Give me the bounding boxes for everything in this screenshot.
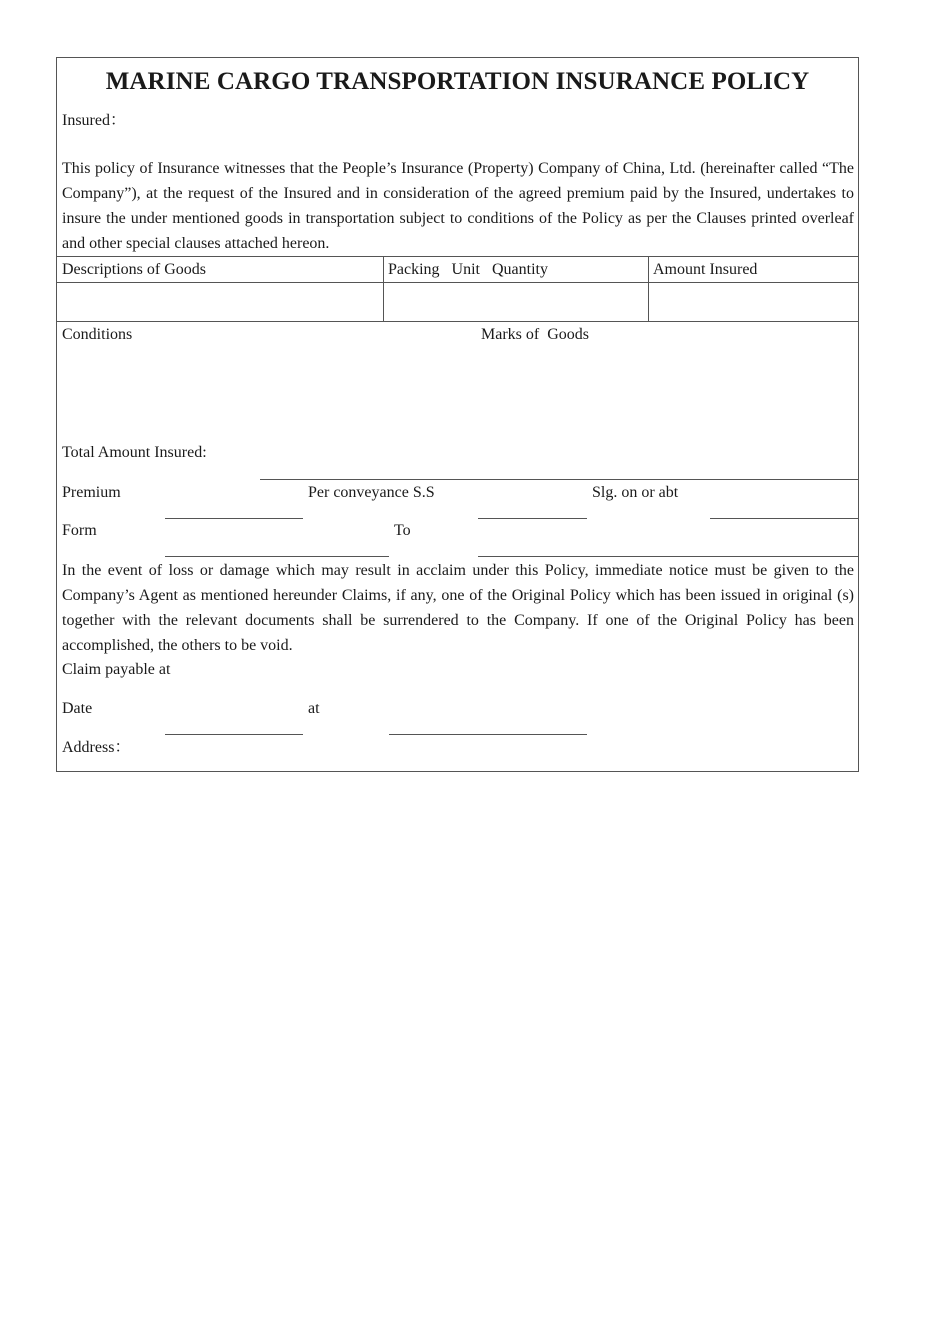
amount-insured-field[interactable]: [649, 283, 857, 320]
premium-line[interactable]: [165, 518, 303, 519]
insurance-policy-form: [56, 57, 859, 772]
date-line[interactable]: [165, 734, 303, 735]
table-top-border: [57, 256, 858, 257]
sailing-date-line[interactable]: [710, 518, 858, 519]
from-line[interactable]: [165, 556, 389, 557]
intro-paragraph: This policy of Insurance witnesses that the People’s Insurance (Property) Company of China, Ltd. (hereinafter called “The Company”), at the request of the Insured and in consideration of the agreed premium paid by the Insured, undertakes to insure the under mentioned goods in transportation subject to conditions of the Policy as per the Clauses printed overleaf and other special clauses attached hereon.: [62, 160, 854, 252]
table-bottom-border: [57, 321, 858, 322]
policy-title: MARINE CARGO TRANSPORTATION INSURANCE POLICY: [105, 68, 810, 95]
conveyance-line[interactable]: [478, 518, 587, 519]
sailing-date-label: Slg. on or abt: [592, 484, 679, 501]
location-line[interactable]: [389, 734, 587, 735]
premium-label: Premium: [62, 484, 121, 501]
per-conveyance-label: Per conveyance S.S: [308, 484, 435, 501]
packing-unit-quantity-field[interactable]: [384, 283, 647, 320]
claim-payable-at-label: Claim payable at: [62, 661, 171, 678]
date-label: Date: [62, 700, 93, 717]
marks-of-goods-label: Marks of Goods: [481, 326, 589, 343]
to-line[interactable]: [478, 556, 858, 557]
total-amount-insured-line[interactable]: [260, 479, 858, 480]
address-label: Address：: [62, 739, 131, 756]
descriptions-of-goods-field[interactable]: [58, 283, 382, 320]
from-label: Form: [62, 522, 97, 539]
claims-paragraph: In the event of loss or damage which may result in acclaim under this Policy, immediate notice must be given to the Company’s Agent as mentioned hereunder Claims, if any, one of the Original Policy which has been issued in original (s) together with the relevant documents shall be surrendered to the Company. If one of the Original Policy has been accomplished, the others to be void.: [62, 562, 854, 654]
header-packing-unit-quantity: Packing Unit Quantity: [388, 261, 548, 278]
header-descriptions-of-goods: Descriptions of Goods: [62, 261, 206, 278]
to-label: To: [394, 522, 411, 539]
conditions-label: Conditions: [62, 326, 133, 343]
total-amount-insured-label: Total Amount Insured:: [62, 444, 207, 461]
at-label: at: [308, 700, 320, 717]
insured-label: Insured：: [62, 112, 126, 129]
header-amount-insured: Amount Insured: [653, 261, 758, 278]
conditions-area[interactable]: [62, 348, 852, 436]
